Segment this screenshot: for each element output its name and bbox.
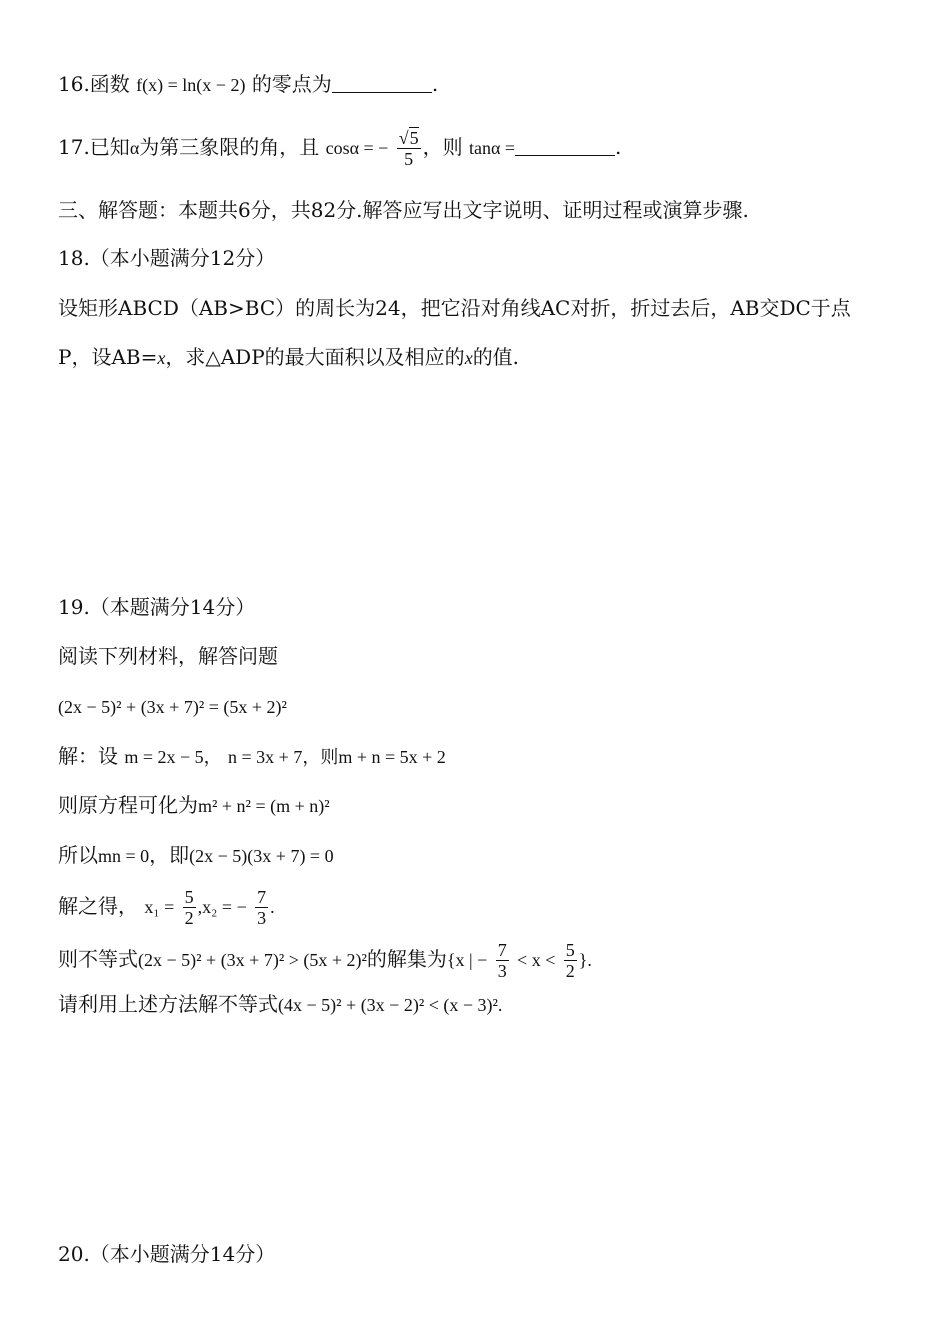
q19-equation xyxy=(58,692,287,721)
q19-so-math: mn = 0 xyxy=(98,846,150,866)
q17-mid: 为第三象限的角，且 xyxy=(139,135,320,159)
q19-sol-prefix: 解：设 xyxy=(58,744,118,768)
q19-ineq-mid: 的解集为 xyxy=(366,947,447,971)
q19-x2-den: 3 xyxy=(257,908,267,928)
q19-ineq-prefix: 则不等式 xyxy=(58,947,138,971)
q16-end: . xyxy=(431,72,439,96)
q17-prefix: 17.已知 xyxy=(58,135,130,159)
q17-cos-fraction: $\frac{√5}{5}$ xyxy=(398,128,419,169)
q16-suffix: 的零点为 xyxy=(251,72,332,96)
q19-so-mid: ，即 xyxy=(149,843,190,867)
q19-so xyxy=(58,841,334,870)
q17-tan-label: tanα = xyxy=(468,138,516,158)
q19-x2-label: ,x₂ = − xyxy=(197,897,247,917)
q19-x1-label: x₁ = xyxy=(144,897,175,917)
q19-transform-prefix: 则原方程可化为 xyxy=(58,793,198,817)
q18-var-x: x xyxy=(157,348,166,368)
q18-line2-c: 的值. xyxy=(472,345,520,369)
q19-x1-num: 5 xyxy=(184,887,194,907)
q18-line-1: 设矩形ABCD（AB>BC）的周长为24，把它沿对角线AC对折，折过去后，AB交DC于点 xyxy=(58,296,851,320)
q19-transform xyxy=(58,791,330,820)
q19-set-fraction-2 xyxy=(564,940,577,981)
q18-line2-b: ，求△ADP的最大面积以及相应的 xyxy=(165,345,465,369)
q17-answer-blank xyxy=(515,137,615,156)
q19-x2-num: 7 xyxy=(257,887,267,907)
q16-function: f(x) = ln(x − 2) xyxy=(136,75,246,95)
q19-transform-math: m² + n² = (m + n)² xyxy=(198,796,330,816)
q19-roots-prefix: 解之得， xyxy=(58,894,138,918)
q17-cos-label: cosα = − xyxy=(325,138,389,158)
q19-set-mid: < x < xyxy=(517,950,556,970)
q19-roots: 解之得， x₁ = $\frac{5}{2}$ ,x₂ = − $\frac{7}{3}$ . xyxy=(58,887,275,928)
q16-answer-blank xyxy=(332,74,432,93)
q19-set-open: {x | − xyxy=(446,950,488,970)
q19-equation-math: (2x − 5)² + (3x + 7)² = (5x + 2)² xyxy=(58,697,287,717)
q19-x1-fraction xyxy=(183,887,196,928)
q19-set-num1: 7 xyxy=(497,940,507,960)
q19-set-num2: 5 xyxy=(565,940,575,960)
q19-solution xyxy=(58,742,446,771)
q18-var-x2: x xyxy=(464,348,473,368)
q19-sol-m: m = 2x − 5， xyxy=(124,747,222,767)
q18-line2-a: P，设AB= xyxy=(58,345,158,369)
q19-task xyxy=(58,990,502,1019)
q17-sep: ，则 xyxy=(422,135,463,159)
question-17 xyxy=(58,128,621,169)
q19-so-math2: (2x − 5)(3x + 7) = 0 xyxy=(189,846,334,866)
q17-end: . xyxy=(615,135,622,159)
q17-alpha: α xyxy=(129,138,140,158)
q18-header: 18.（本小题满分12分） xyxy=(58,246,276,270)
q19-set-den1: 3 xyxy=(497,961,507,981)
q19-intro: 阅读下列材料，解答问题 xyxy=(58,644,278,668)
q19-ineq-math: (2x − 5)² + (3x + 7)² > (5x + 2)² xyxy=(138,950,367,970)
question-16 xyxy=(58,70,438,99)
q17-cos-den: 5 xyxy=(404,149,414,169)
q19-x1-den: 2 xyxy=(184,908,194,928)
q17-cos-num: 5 xyxy=(409,128,419,148)
q19-task-prefix: 请利用上述方法解不等式 xyxy=(58,992,278,1016)
q19-sol-n: n = 3x + 7，则 xyxy=(228,747,339,767)
q19-so-prefix: 所以 xyxy=(58,843,98,867)
q19-header: 19.（本题满分14分） xyxy=(58,595,256,619)
q19-set-den2: 2 xyxy=(565,961,575,981)
q19-task-math: (4x − 5)² + (3x − 2)² < (x − 3)². xyxy=(278,995,503,1015)
q19-x2-fraction xyxy=(255,887,268,928)
section-3-heading: 三、解答题：本题共6分，共82分.解答应写出文字说明、证明过程或演算步骤. xyxy=(58,198,749,222)
q16-prefix: 16.函数 xyxy=(58,72,130,96)
q18-line-2 xyxy=(58,343,519,372)
q19-set-fraction-1 xyxy=(496,940,509,981)
q19-set-close: }. xyxy=(578,950,592,970)
q19-inequality xyxy=(58,940,592,981)
q19-sol-sum: m + n = 5x + 2 xyxy=(338,747,446,767)
q20-header: 20.（本小题满分14分） xyxy=(58,1242,276,1266)
